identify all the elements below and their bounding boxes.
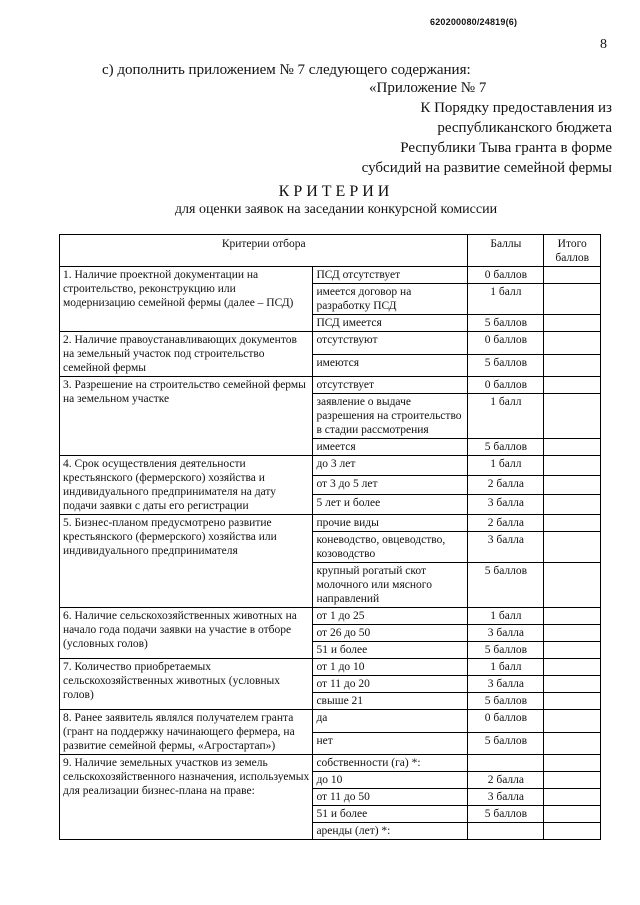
option-points: 0 баллов <box>468 267 544 284</box>
option-points: 2 балла <box>468 475 544 495</box>
criterion-label: 2. Наличие правоустанавливающих документов на земельный участок под строительство семейной фермы <box>60 332 313 377</box>
table-header-row <box>60 235 601 267</box>
criterion-option: 51 и более <box>313 642 468 659</box>
criterion-option: свыше 21 <box>313 693 468 710</box>
appendix-line: республиканского бюджета <box>437 120 612 136</box>
option-points: 2 балла <box>468 515 544 532</box>
table-row <box>60 515 601 532</box>
option-points: 3 балла <box>468 789 544 806</box>
total-points-cell <box>544 439 601 456</box>
criterion-option: 51 и более <box>313 806 468 823</box>
option-points: 5 баллов <box>468 439 544 456</box>
total-points-cell <box>544 676 601 693</box>
criterion-label: 5. Бизнес-планом предусмотрено развитие крестьянского (фермерского) хозяйства или индивидуального предпринимателя <box>60 515 313 608</box>
criterion-option: коневодство, овцеводство, козоводство <box>313 532 468 563</box>
option-points: 3 балла <box>468 495 544 515</box>
total-points-cell <box>544 377 601 394</box>
option-points <box>468 755 544 772</box>
criterion-option: от 3 до 5 лет <box>313 475 468 495</box>
criterion-option: от 11 до 20 <box>313 676 468 693</box>
total-points-cell <box>544 642 601 659</box>
option-points: 1 балл <box>468 456 544 476</box>
criterion-option: имеется договор на разработку ПСД <box>313 284 468 315</box>
total-points-cell <box>544 515 601 532</box>
criterion-label: 4. Срок осуществления деятельности крестьянского (фермерского) хозяйства и индивидуального предпринимателя на дату подачи заявки с даты его регистрации <box>60 456 313 515</box>
document-title: КРИТЕРИИ <box>278 183 394 200</box>
criterion-option: ПСД отсутствует <box>313 267 468 284</box>
total-points-cell <box>544 772 601 789</box>
option-points: 0 баллов <box>468 332 544 355</box>
total-points-cell <box>544 659 601 676</box>
option-points: 3 балла <box>468 625 544 642</box>
document-id: 620200080/24819(6) <box>430 17 518 27</box>
total-points-cell <box>544 625 601 642</box>
criterion-option: 5 лет и более <box>313 495 468 515</box>
total-points-cell <box>544 755 601 772</box>
option-points: 0 баллов <box>468 377 544 394</box>
option-points: 1 балл <box>468 608 544 625</box>
appendix-line: субсидий на развитие семейной фермы <box>361 160 612 176</box>
table-row <box>60 267 601 284</box>
criterion-option: до 3 лет <box>313 456 468 476</box>
criterion-label: 8. Ранее заявитель являлся получателем гранта (грант на поддержку начинающего фермера, на развитие семейной фермы, «Агростартап») <box>60 710 313 755</box>
option-points: 5 баллов <box>468 642 544 659</box>
option-points: 1 балл <box>468 284 544 315</box>
criterion-option: крупный рогатый скот молочного или мясного направлений <box>313 563 468 608</box>
appendix-line: Республики Тыва гранта в форме <box>400 140 612 156</box>
total-points-cell <box>544 332 601 355</box>
criterion-label: 7. Количество приобретаемых сельскохозяйственных животных (условных голов) <box>60 659 313 710</box>
option-points: 1 балл <box>468 394 544 439</box>
appendix-header <box>292 78 612 178</box>
option-points: 5 баллов <box>468 806 544 823</box>
table-row <box>60 755 601 772</box>
table-row <box>60 332 601 355</box>
option-points: 5 баллов <box>468 563 544 608</box>
criterion-option: да <box>313 710 468 733</box>
criterion-option: заявление о выдаче разрешения на строительство в стадии рассмотрения <box>313 394 468 439</box>
criteria-table <box>59 234 601 840</box>
header-points: Баллы <box>468 235 544 267</box>
criterion-option: собственности (га) *: <box>313 755 468 772</box>
total-points-cell <box>544 823 601 840</box>
appendix-line: «Приложение № 7 <box>369 80 487 96</box>
total-points-cell <box>544 608 601 625</box>
total-points-cell <box>544 475 601 495</box>
criterion-option: прочие виды <box>313 515 468 532</box>
total-points-cell <box>544 284 601 315</box>
criterion-label: 6. Наличие сельскохозяйственных животных на начало года подачи заявки на участие в отборе (условных голов) <box>60 608 313 659</box>
total-points-cell <box>544 806 601 823</box>
total-points-cell <box>544 732 601 755</box>
table-row <box>60 377 601 394</box>
option-points: 5 баллов <box>468 693 544 710</box>
criterion-option: аренды (лет) *: <box>313 823 468 840</box>
total-points-cell <box>544 394 601 439</box>
total-points-cell <box>544 315 601 332</box>
page-number: 8 <box>600 37 607 52</box>
table-row <box>60 659 601 676</box>
criterion-option: отсутствуют <box>313 332 468 355</box>
total-points-cell <box>544 354 601 377</box>
option-points: 2 балла <box>468 772 544 789</box>
table-row <box>60 456 601 476</box>
criterion-option: нет <box>313 732 468 755</box>
criterion-label: 9. Наличие земельных участков из земель сельскохозяйственного назначения, используемых для реализации бизнес-плана на праве: <box>60 755 313 840</box>
total-points-cell <box>544 532 601 563</box>
criterion-option: от 1 до 10 <box>313 659 468 676</box>
total-points-cell <box>544 563 601 608</box>
criterion-label: 3. Разрешение на строительство семейной фермы на земельном участке <box>60 377 313 456</box>
criterion-option: имеется <box>313 439 468 456</box>
criterion-label: 1. Наличие проектной документации на строительство, реконструкцию или модернизацию семейной фермы (далее – ПСД) <box>60 267 313 332</box>
option-points: 5 баллов <box>468 732 544 755</box>
table-row <box>60 608 601 625</box>
criterion-option: от 1 до 25 <box>313 608 468 625</box>
option-points: 5 баллов <box>468 315 544 332</box>
header-criteria: Критерии отбора <box>60 235 468 267</box>
criterion-option: от 26 до 50 <box>313 625 468 642</box>
total-points-cell <box>544 456 601 476</box>
option-points: 0 баллов <box>468 710 544 733</box>
total-points-cell <box>544 710 601 733</box>
appendix-line: К Порядку предоставления из <box>420 100 612 116</box>
criterion-option: от 11 до 50 <box>313 789 468 806</box>
option-points: 3 балла <box>468 676 544 693</box>
total-points-cell <box>544 267 601 284</box>
option-points: 3 балла <box>468 532 544 563</box>
criterion-option: имеются <box>313 354 468 377</box>
criterion-option: до 10 <box>313 772 468 789</box>
option-points: 1 балл <box>468 659 544 676</box>
total-points-cell <box>544 495 601 515</box>
option-points: 5 баллов <box>468 354 544 377</box>
intro-text: с) дополнить приложением № 7 следующего содержания: <box>102 62 471 78</box>
option-points <box>468 823 544 840</box>
criterion-option: ПСД имеется <box>313 315 468 332</box>
table-row <box>60 710 601 733</box>
criterion-option: отсутствует <box>313 377 468 394</box>
total-points-cell <box>544 693 601 710</box>
total-points-cell <box>544 789 601 806</box>
header-total: Итого баллов <box>544 235 601 267</box>
document-subtitle: для оценки заявок на заседании конкурсной комиссии <box>174 202 498 217</box>
